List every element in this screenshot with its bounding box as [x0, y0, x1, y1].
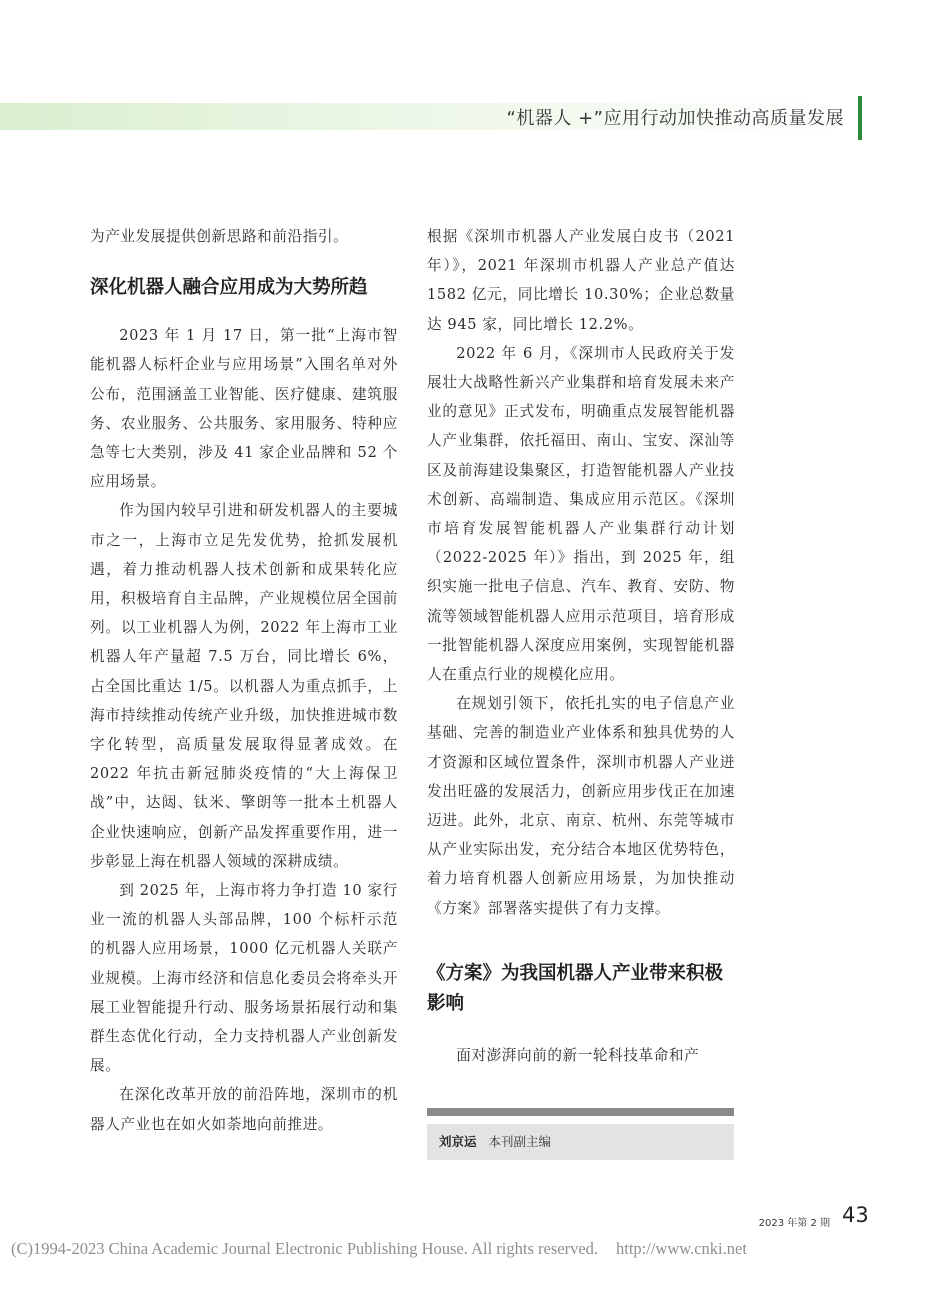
- paragraph: 2022 年 6 月，《深圳市人民政府关于发展壮大战略性新兴产业集群和培育发展未来产业的意见》正式发布，明确重点发展智能机器人产业集群，依托福田、南山、宝安、深汕等区及前海建设集聚区，打造智能机器人产业技术创新、高端制造、集成应用示范区。《深圳市培育发展智能机器人产业集群行动计划（2022-2025 年）》指出，到 2025 年，组织实施一批电子信息、汽车、教育、安防、物流等领域智能机器人应用示范项目，培育形成一批智能机器人深度应用案例，实现智能机器人在重点行业的规模化应用。: [427, 344, 735, 684]
- author-role: 本刊副主编: [488, 1134, 552, 1149]
- header-accent-bar: [858, 96, 862, 140]
- issue-label: 2023 年第 2 期: [758, 1218, 830, 1229]
- copyright-text: (C)1994-2023 China Academic Journal Electronic Publishing House. All rights reserved.: [11, 1239, 599, 1258]
- page-number: 43: [842, 1203, 869, 1227]
- paragraph: 面对澎湃向前的新一轮科技革命和产: [456, 1046, 700, 1064]
- right-lead-in: 根据《深圳市机器人产业发展白皮书（2021 年）》，2021 年深圳市机器人产业总产值达 1582 亿元，同比增长 10.30%；企业总数量达 945 家，同比增长 12.2%。: [427, 228, 735, 333]
- paragraph: 2023 年 1 月 17 日，第一批“上海市智能机器人标杆企业与应用场景”入围名单对外公布，范围涵盖工业智能、医疗健康、建筑服务、农业服务、公共服务、家用服务、特种应急等七大类别，涉及 41 家企业品牌和 52 个应用场景。: [90, 327, 398, 491]
- paragraph: 到 2025 年，上海市将力争打造 10 家行业一流的机器人头部品牌，100 个标杆示范的机器人应用场景，1000 亿元机器人关联产业规模。上海市经济和信息化委员会将牵头开展工业智能提升行动、服务场景拓展行动和集群生态优化行动，全力支持机器人产业创新发展。: [90, 882, 398, 1075]
- paragraph: 在深化改革开放的前沿阵地，深圳市的机器人产业也在如火如荼地向前推进。: [90, 1086, 398, 1133]
- cnki-watermark: [11, 1239, 941, 1259]
- author-name: 刘京运: [439, 1134, 477, 1149]
- left-lead-in: 为产业发展提供创新思路和前沿指引。: [90, 228, 349, 245]
- left-column: [90, 222, 398, 1139]
- paragraph: 在规划引领下，依托扎实的电子信息产业基础、完善的制造业产业体系和独具优势的人才资源和区域位置条件，深圳市机器人产业迸发出旺盛的发展活力，创新应用步伐正在加速迈进。此外，北京、南京、杭州、东莞等城市从产业实际出发，充分结合本地区优势特色，着力培育机器人创新应用场景，为加快推动《方案》部署落实提供了有力支撑。: [427, 695, 735, 917]
- watermark-url[interactable]: http://www.cnki.net: [616, 1239, 747, 1258]
- author-divider: [427, 1108, 734, 1116]
- right-column: [427, 222, 735, 1070]
- running-header-title: “机器人 +”应用行动加快推动高质量发展: [506, 108, 844, 129]
- paragraph: 作为国内较早引进和研发机器人的主要城市之一，上海市立足先发优势，抢抓发展机遇，着力推动机器人技术创新和成果转化应用，积极培育自主品牌，产业规模位居全国前列。以工业机器人为例，2022 年上海市工业机器人年产量超 7.5 万台，同比增长 6%，占全国比重达 1/5。以机器人为重点抓手，上海市持续推动传统产业升级，加快推进城市数字化转型，高质量发展取得显著成效。在 2022 年抗击新冠肺炎疫情的“大上海保卫战”中，达闼、钛米、擎朗等一批本土机器人企业快速响应，创新产品发挥重要作用，进一步彰显上海在机器人领域的深耕成绩。: [90, 502, 398, 870]
- section-heading-trend: 深化机器人融合应用成为大势所趋: [90, 277, 368, 299]
- section-heading-impact: 《方案》为我国机器人产业带来积极影响: [427, 962, 724, 1014]
- author-box: [427, 1124, 734, 1160]
